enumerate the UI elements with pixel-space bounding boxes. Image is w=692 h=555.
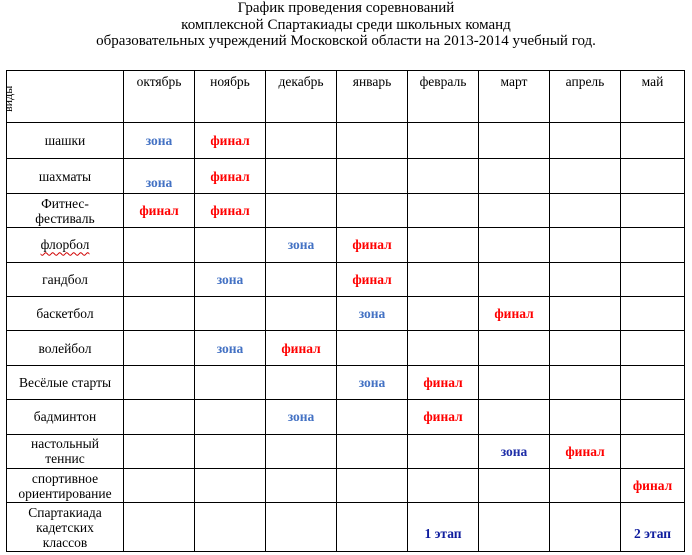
schedule-cell (479, 331, 550, 365)
stage-label: зона (358, 306, 386, 322)
schedule-cell (124, 400, 195, 434)
table-row (7, 296, 685, 330)
stage-label: финал (352, 271, 392, 287)
schedule-cell (124, 159, 195, 193)
document-title (0, 0, 692, 50)
sport-name-line: теннис (45, 451, 85, 467)
month-header: март (479, 71, 550, 123)
schedule-cell (408, 296, 479, 330)
schedule-cell (195, 400, 266, 434)
stage-label: зона (287, 409, 315, 425)
sport-name-line: бадминтон (33, 409, 97, 425)
schedule-cell (124, 123, 195, 159)
schedule-cell (621, 503, 685, 552)
schedule-cell (479, 400, 550, 434)
schedule-cell (337, 365, 408, 399)
schedule-cell (337, 400, 408, 434)
schedule-cell (408, 503, 479, 552)
stage-label: зона (145, 133, 173, 149)
sport-name-line: спортивное (31, 470, 99, 486)
stage-label: зона (358, 374, 386, 390)
stage-label: 1 этап (424, 525, 462, 541)
schedule-cell (266, 468, 337, 502)
stage-label: финал (139, 203, 179, 218)
schedule-cell (408, 123, 479, 159)
month-header: январь (337, 71, 408, 123)
stage-label: финал (423, 409, 463, 425)
sport-name-line: гандбол (42, 271, 88, 287)
schedule-cell (621, 434, 685, 468)
schedule-cell (408, 434, 479, 468)
table-row (7, 123, 685, 159)
schedule-cell (621, 193, 685, 227)
sport-name-line: ориентирование (18, 485, 112, 501)
table-row (7, 365, 685, 399)
schedule-cell (266, 159, 337, 193)
title-line-2: комплексной Спартакиады среди школьных команд (181, 16, 511, 33)
schedule-cell (479, 503, 550, 552)
sport-name-line: Весёлые старты (18, 374, 112, 390)
table-row (7, 434, 685, 468)
sport-cell (7, 228, 124, 262)
schedule-cell (266, 262, 337, 296)
schedule-cell (195, 123, 266, 159)
schedule-cell (550, 228, 621, 262)
stage-label: зона (287, 237, 315, 253)
stage-label: финал (632, 478, 673, 494)
schedule-cell (195, 468, 266, 502)
schedule-cell (337, 123, 408, 159)
schedule-cell (479, 228, 550, 262)
sport-name-line: Фитнес- (41, 195, 89, 211)
schedule-cell (195, 331, 266, 365)
schedule-cell (479, 365, 550, 399)
schedule-cell (479, 193, 550, 227)
stage-label: 2 этап (633, 525, 672, 541)
stage-label: финал (423, 374, 463, 390)
schedule-cell (124, 262, 195, 296)
table-row (7, 159, 685, 193)
schedule-cell (550, 123, 621, 159)
schedule-cell (408, 159, 479, 193)
table-row (7, 468, 685, 502)
schedule-table (1, 70, 685, 552)
schedule-cell (337, 434, 408, 468)
table-row (7, 262, 685, 296)
stage-label: финал (494, 306, 534, 322)
sport-name-line: волейбол (38, 340, 92, 356)
sport-name-line: фестиваль (35, 210, 95, 226)
sport-cell (7, 400, 124, 434)
schedule-cell (337, 159, 408, 193)
schedule-cell (124, 296, 195, 330)
schedule-cell (195, 296, 266, 330)
title-line-3: образовательных учреждений Московской области на 2013-2014 учебный год. (96, 33, 596, 49)
header-corner-cell (1, 71, 124, 123)
schedule-cell (266, 365, 337, 399)
schedule-cell (408, 228, 479, 262)
sport-cell (7, 331, 124, 365)
schedule-cell (550, 503, 621, 552)
stage-label: финал (352, 237, 392, 253)
schedule-cell (479, 296, 550, 330)
sport-name-line: Спартакиада (28, 504, 102, 520)
sport-cell (7, 262, 124, 296)
sport-cell (7, 193, 124, 227)
schedule-cell (621, 228, 685, 262)
schedule-cell (195, 365, 266, 399)
table-row (7, 193, 685, 227)
schedule-cell (408, 331, 479, 365)
schedule-cell (266, 503, 337, 552)
schedule-cell (337, 296, 408, 330)
sport-name-line: шахматы (38, 168, 92, 184)
schedule-cell (124, 193, 195, 227)
schedule-cell (195, 503, 266, 552)
month-header: апрель (550, 71, 621, 123)
schedule-cell (621, 296, 685, 330)
schedule-cell (550, 296, 621, 330)
stage-label: финал (281, 340, 321, 356)
month-header: октябрь (124, 71, 195, 123)
schedule-cell (337, 331, 408, 365)
schedule-cell (408, 468, 479, 502)
schedule-cell (266, 400, 337, 434)
month-header: май (621, 71, 685, 123)
schedule-cell (550, 262, 621, 296)
stage-label: зона (500, 443, 528, 459)
schedule-cell (408, 262, 479, 296)
schedule-cell (550, 434, 621, 468)
schedule-cell (124, 331, 195, 365)
schedule-cell (266, 193, 337, 227)
schedule-cell (266, 296, 337, 330)
schedule-cell (550, 365, 621, 399)
table-row (7, 228, 685, 262)
sport-name-line: настольный (31, 436, 99, 452)
schedule-cell (337, 468, 408, 502)
schedule-cell (266, 228, 337, 262)
table-row (7, 503, 685, 552)
corner-label: виды (1, 85, 15, 112)
stage-label: финал (565, 443, 605, 459)
sport-cell (7, 123, 124, 159)
schedule-cell (550, 159, 621, 193)
table-row (7, 400, 685, 434)
schedule-cell (266, 434, 337, 468)
schedule-cell (408, 400, 479, 434)
sport-cell (7, 434, 124, 468)
stage-label: зона (216, 271, 244, 287)
schedule-cell (550, 193, 621, 227)
sport-name-line: классов (42, 534, 88, 550)
sport-cell (7, 365, 124, 399)
month-header: ноябрь (195, 71, 266, 123)
schedule-cell (550, 400, 621, 434)
schedule-cell (124, 503, 195, 552)
schedule-cell (195, 193, 266, 227)
stage-label: зона (216, 340, 244, 356)
schedule-cell (621, 159, 685, 193)
schedule-cell (408, 365, 479, 399)
schedule-cell (195, 159, 266, 193)
month-header: февраль (408, 71, 479, 123)
header-row (7, 71, 685, 123)
schedule-cell (479, 262, 550, 296)
sport-cell (7, 503, 124, 552)
sport-cell (7, 468, 124, 502)
schedule-cell (479, 123, 550, 159)
stage-label: финал (210, 133, 250, 149)
schedule-cell (479, 159, 550, 193)
schedule-cell (195, 434, 266, 468)
schedule-cell (337, 503, 408, 552)
schedule-cell (124, 434, 195, 468)
schedule-cell (408, 193, 479, 227)
schedule-cell (621, 331, 685, 365)
schedule-cell (124, 468, 195, 502)
schedule-cell (550, 468, 621, 502)
schedule-cell (266, 331, 337, 365)
title-line-1: График проведения соревнований (237, 0, 455, 16)
schedule-cell (337, 262, 408, 296)
schedule-cell (621, 365, 685, 399)
sport-name-line: кадетских (36, 519, 94, 535)
schedule-cell (195, 262, 266, 296)
schedule-cell (124, 365, 195, 399)
sport-name-line: флорбол (40, 237, 90, 253)
sport-name-line: баскетбол (36, 306, 94, 322)
sport-cell (7, 159, 124, 193)
schedule-cell (479, 468, 550, 502)
schedule-cell (479, 434, 550, 468)
sport-cell (7, 296, 124, 330)
schedule-cell (621, 468, 685, 502)
schedule-cell (124, 228, 195, 262)
schedule-cell (337, 228, 408, 262)
stage-label: зона (145, 174, 173, 190)
month-header: декабрь (266, 71, 337, 123)
schedule-cell (621, 123, 685, 159)
table-row (7, 331, 685, 365)
schedule-cell (550, 331, 621, 365)
schedule-cell (195, 228, 266, 262)
schedule-cell (266, 123, 337, 159)
schedule-cell (621, 400, 685, 434)
schedule-cell (337, 193, 408, 227)
stage-label: финал (210, 203, 250, 218)
stage-label: финал (210, 168, 250, 184)
schedule-cell (621, 262, 685, 296)
sport-name-line: шашки (44, 133, 86, 149)
